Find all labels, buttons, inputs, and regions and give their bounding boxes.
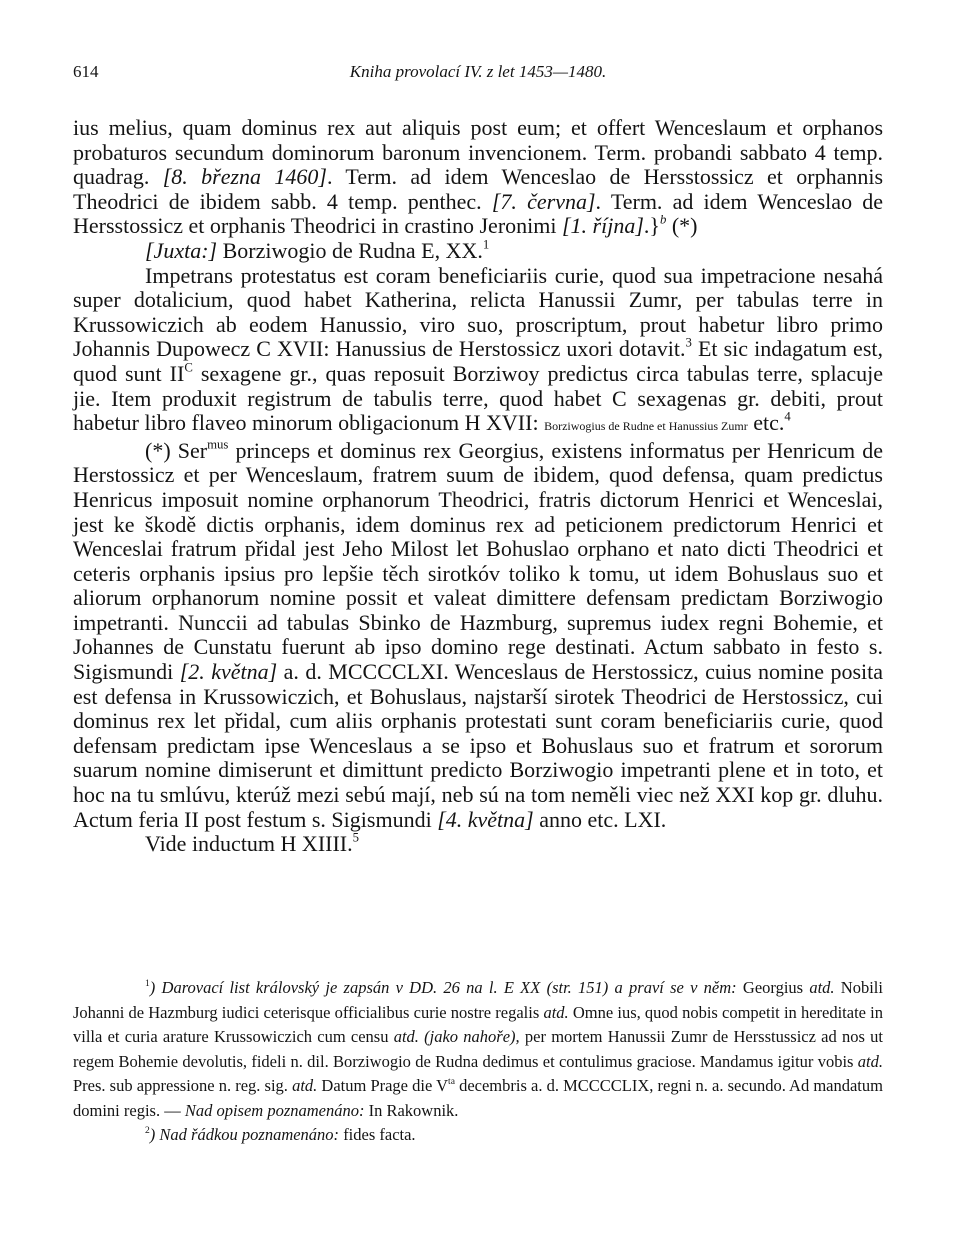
text-run: sexagene gr., quas reposuit Borziwoy predictus circa tabulas terre, splacuje jie. Item produxit registrum de tabulis terre, quod habet C sexagenas gr. debiti, prout habetur libro flaveo minorum obligacionum H XVII: xyxy=(73,360,884,436)
superscript: C xyxy=(184,360,193,375)
italic-run: atd. xyxy=(857,1051,883,1071)
text-run: fides facta. xyxy=(339,1125,416,1144)
paragraph-continuation xyxy=(73,116,883,239)
small-print: Borziwogius de Rudne et Hanussius Zumr xyxy=(544,419,748,434)
text-run: (*) Ser xyxy=(145,437,208,463)
italic-run: Nad opisem poznamenáno: xyxy=(184,1100,365,1120)
italic-run: ) Nad řádkou poznamenáno: xyxy=(149,1125,340,1144)
text-run: per mortem Hanussii Zumr de Hersstussicz ad nos ut regem Bohemie devolutis, fideli n. dil. Borziwogio de Rudna dedimus et contulimus graciose. Mandamus igitur vobis xyxy=(73,1027,883,1071)
text-run: Georgius xyxy=(736,978,810,997)
text-run: Et sic indagatum est, quod sunt II xyxy=(73,336,883,386)
text-run: Pres. sub appressione n. reg. sig. xyxy=(73,1076,293,1095)
paragraph-vide xyxy=(73,832,883,857)
date-annotation: [8. března 1460] xyxy=(162,164,327,190)
date-annotation: [2. května] xyxy=(179,659,278,685)
text-run: princeps et dominus rex Georgius, existens informatus per Henricum de Herstossicz et per Wenceslaum, fratrem suum de ibidem, quod defensa, quam predictus Henricus imposuit nomine orphanorum Theodrici, fratris dictorum Henrici et Wenceslai, jest ke škodě dictis orphanis, idem dominus rex ad peticionem predictorum Henrici et Wenceslai fratrum přidal jest Jeho Milost let Bohuslao orphano et nato dicti Theodrici et ceteris orphanis ipsius pro lepšie těch sirotkóv toliko k tomu, ut idem Bohuslaus suo et aliorum orphanorum nomine possit et valeat dimittere defensam predictam Borziwogio impetranti. Nunccii ad tabulas Sbinko de Hazmburg, supremus iudex regni Bohemie, et Johannes de Cunstatu fuerunt ab ipso domino rege destinati. Actum sabbato in festo s. Sigismundi xyxy=(73,437,883,685)
footnote-number: 1 xyxy=(145,977,150,989)
text-run: . Term. ad idem Wenceslao de Hersstossicz et orphanis Theodrici in crastino Jeronimi xyxy=(73,188,884,239)
footnote-2 xyxy=(145,1123,883,1148)
footnote-ref: 1 xyxy=(482,237,490,252)
text-run: In Rakownik. xyxy=(364,1100,459,1120)
text-run: Nobili Johanni de Hazmburg iudici ceterisque officialibus curie nostre regalis xyxy=(73,978,883,1022)
footnote-ref: 3 xyxy=(685,335,692,350)
note-marker: b xyxy=(659,212,667,227)
text-run: a. d. MCCCCLXI. Wenceslaus de Herstossicz, cuius nomine posita est defensa in Krussowiczich, et Bohuslaus, najstarší sirotek Theodrici de Herstossicz, cui dominus rex let přidal, cum aliis orphanis protestati sunt coram beneficiariis curie, quod defensam predictam ipse Wenceslaus a se ipso et Bohuslaus suo et fratrum et sororum suarum nomine dimiserunt et dimittunt predicto Borziwogio impetranti plene et in toto, et hoc na tu smlúvu, kterúž mezi sebú mají, neb sú na tom neměli viec než XXI kop gr. dluhu. Actum feria II post festum s. Sigismundi xyxy=(73,659,883,832)
italic-run: atd. (jako nahoře), xyxy=(393,1027,520,1046)
juxta-label: [Juxta:] xyxy=(145,237,218,263)
text-run: (*) xyxy=(666,213,698,239)
paragraph-sermus xyxy=(73,439,883,833)
footnote-ref: 4 xyxy=(784,409,791,424)
text-run: Vide inductum H XIIII. xyxy=(145,831,353,857)
text-run: etc. xyxy=(747,410,785,436)
footnote-ref: 5 xyxy=(352,830,359,845)
running-title: Kniha provolací IV. z let 1453—1480. xyxy=(349,62,607,81)
heading-text: Borziwogio de Rudna E, XX. xyxy=(217,237,483,263)
superscript: ta xyxy=(448,1075,455,1087)
footnote-number: 2 xyxy=(145,1124,150,1136)
date-annotation: [4. května] xyxy=(437,806,534,832)
date-annotation: [1. října] xyxy=(561,213,644,239)
entry-heading xyxy=(73,239,883,264)
text-run: ius melius, quam dominus rex aut aliquis post eum; et offert Wenceslaum et orphanos probaturos secundum dominorum baronum invencionem. Term. probandi sabbato 4 temp. quadrag. xyxy=(73,115,883,190)
page-number: 614 xyxy=(73,62,99,81)
italic-run: atd. xyxy=(543,1002,569,1022)
italic-run: atd. xyxy=(809,978,835,997)
text-run: . Term. ad idem Wenceslao de Hersstossicz et orphannis Theodrici de ibidem sabb. 4 temp. penthec. xyxy=(73,164,884,214)
text-run: .} xyxy=(643,213,660,239)
main-text xyxy=(73,116,883,857)
text-run: Datum Prage die V xyxy=(317,1076,449,1095)
italic-run: atd. xyxy=(292,1076,318,1095)
superscript: mus xyxy=(207,437,229,452)
text-run: decembris a. d. MCCCCLIX, regni n. a. secundo. Ad mandatum domini regis. — xyxy=(73,1076,883,1120)
running-header xyxy=(73,62,883,86)
italic-run: ) Darovací list královský je zapsán v DD. 26 na l. E XX (str. 151) a praví se v něm: xyxy=(149,978,737,997)
footnotes xyxy=(73,976,883,1148)
text-run: Impetrans protestatus est coram beneficiariis curie, quod sua impetracione nesahá super dotalicium, quod habet Katherina, relicta Hanussii Zumr, per tabulas terre in Krussowiczich ab eodem Hanussio, viro suo, proscriptum, prout habetur libro primo Johannis Dupowecz C XVII: Hanussius de Herstossicz uxori dotavit. xyxy=(73,262,883,362)
paragraph-impetrans xyxy=(73,264,883,439)
text-run: Omne ius, quod nobis competit in hereditate in villa et curia arature Krussowiczich cum censu xyxy=(73,1002,884,1046)
date-annotation: [7. června] xyxy=(491,188,596,214)
footnote-1 xyxy=(73,976,883,1123)
text-run: anno etc. LXI. xyxy=(533,806,667,832)
